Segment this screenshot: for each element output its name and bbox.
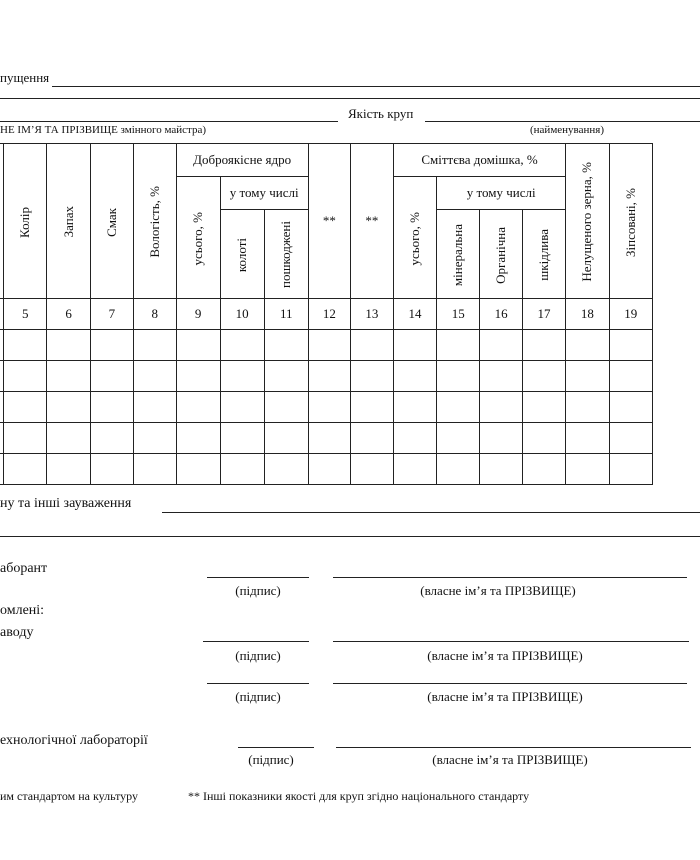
damaged-header: пошкоджені — [264, 210, 308, 299]
col-color-header: Колір — [4, 144, 47, 299]
signature-caption: (підпис) — [248, 752, 294, 767]
good-total-header: усього, % — [176, 177, 220, 299]
col-number: 19 — [609, 299, 652, 330]
second-signature-line[interactable] — [207, 683, 309, 684]
lab-assistant-signature-line[interactable] — [207, 577, 309, 578]
plant-signature-line[interactable] — [203, 641, 309, 642]
footnote-1: им стандартом на культуру — [0, 789, 139, 803]
col-number: 14 — [393, 299, 436, 330]
col-number: 7 — [90, 299, 133, 330]
table-row[interactable] — [0, 330, 653, 361]
col-smell-header: Запах — [47, 144, 90, 299]
col-number: 17 — [522, 299, 565, 330]
crushed-header: колоті — [220, 210, 264, 299]
col-number: 10 — [220, 299, 264, 330]
column-number-row — [0, 299, 653, 330]
remarks-field-line[interactable] — [162, 512, 700, 513]
quality-label: Якість круп — [348, 106, 414, 121]
harmful-header: шкідлива — [522, 210, 565, 299]
col-moisture-header: Вологість, % — [134, 144, 176, 299]
col-number: 6 — [47, 299, 90, 330]
mineral-header: мінеральна — [437, 210, 480, 299]
col-13-mark: ** — [350, 144, 393, 299]
tech-lab-name-line[interactable] — [336, 747, 691, 748]
tech-lab-signature-line[interactable] — [238, 747, 314, 748]
product-name-caption: (найменування) — [530, 124, 604, 136]
master-caption: НЕ ІМ’Я ТА ПРІЗВИЩЕ змінного майстра) — [0, 124, 207, 136]
table-row[interactable] — [0, 361, 653, 392]
col-unhulled-header: Нелущеного зерна, % — [566, 144, 609, 299]
trash-admixture-header: Сміттєва домішка, % — [393, 144, 565, 177]
col-12-mark: ** — [308, 144, 350, 299]
second-name-line[interactable] — [333, 683, 687, 684]
header-divider — [0, 98, 700, 99]
table-row[interactable] — [0, 454, 653, 485]
fullname-caption: (власне ім’я та ПРІЗВИЩЕ) — [427, 648, 583, 663]
col-spoiled-header: Зіпсовані, % — [609, 144, 652, 299]
issue-label: пущення — [0, 70, 50, 85]
plant-name-line[interactable] — [333, 641, 689, 642]
col-number: 15 — [437, 299, 480, 330]
fullname-caption: (власне ім’я та ПРІЗВИЩЕ) — [427, 689, 583, 704]
acquainted-label: омлені: — [0, 603, 45, 618]
remarks-label: ну та інші зауваження — [0, 496, 132, 511]
product-name-field-line[interactable] — [425, 121, 700, 122]
footnote-2: ** Інші показники якості для круп згідно національного стандарту — [188, 789, 530, 803]
signature-caption: (підпис) — [235, 583, 281, 598]
col-taste-header: Смак — [90, 144, 133, 299]
issue-field-line[interactable] — [52, 86, 700, 87]
table-row[interactable] — [0, 392, 653, 423]
col-number: 16 — [480, 299, 522, 330]
col-number: 11 — [264, 299, 308, 330]
organic-header: Органічна — [480, 210, 522, 299]
remarks-field-line-2[interactable] — [0, 536, 700, 537]
col-number: 13 — [350, 299, 393, 330]
table-row[interactable] — [0, 423, 653, 454]
trash-total-header: усього, % — [393, 177, 436, 299]
trash-including-header: у тому числі — [437, 177, 566, 210]
col-number: 9 — [176, 299, 220, 330]
good-kernel-header: Доброякісне ядро — [176, 144, 308, 177]
col-number: 18 — [566, 299, 609, 330]
col-number: 12 — [308, 299, 350, 330]
lab-assistant-name-line[interactable] — [333, 577, 687, 578]
col-number: 8 — [134, 299, 176, 330]
signature-caption: (підпис) — [235, 689, 281, 704]
good-including-header: у тому числі — [220, 177, 308, 210]
fullname-caption: (власне ім’я та ПРІЗВИЩЕ) — [432, 752, 588, 767]
fullname-caption: (власне ім’я та ПРІЗВИЩЕ) — [420, 583, 576, 598]
tech-lab-label: ехнологічної лабораторії — [0, 733, 148, 748]
col-number: 5 — [4, 299, 47, 330]
lab-assistant-label: аборант — [0, 561, 48, 576]
signature-caption: (підпис) — [235, 648, 281, 663]
plant-label: аводу — [0, 625, 34, 640]
quality-table — [0, 143, 653, 485]
master-field-line[interactable] — [0, 121, 338, 122]
